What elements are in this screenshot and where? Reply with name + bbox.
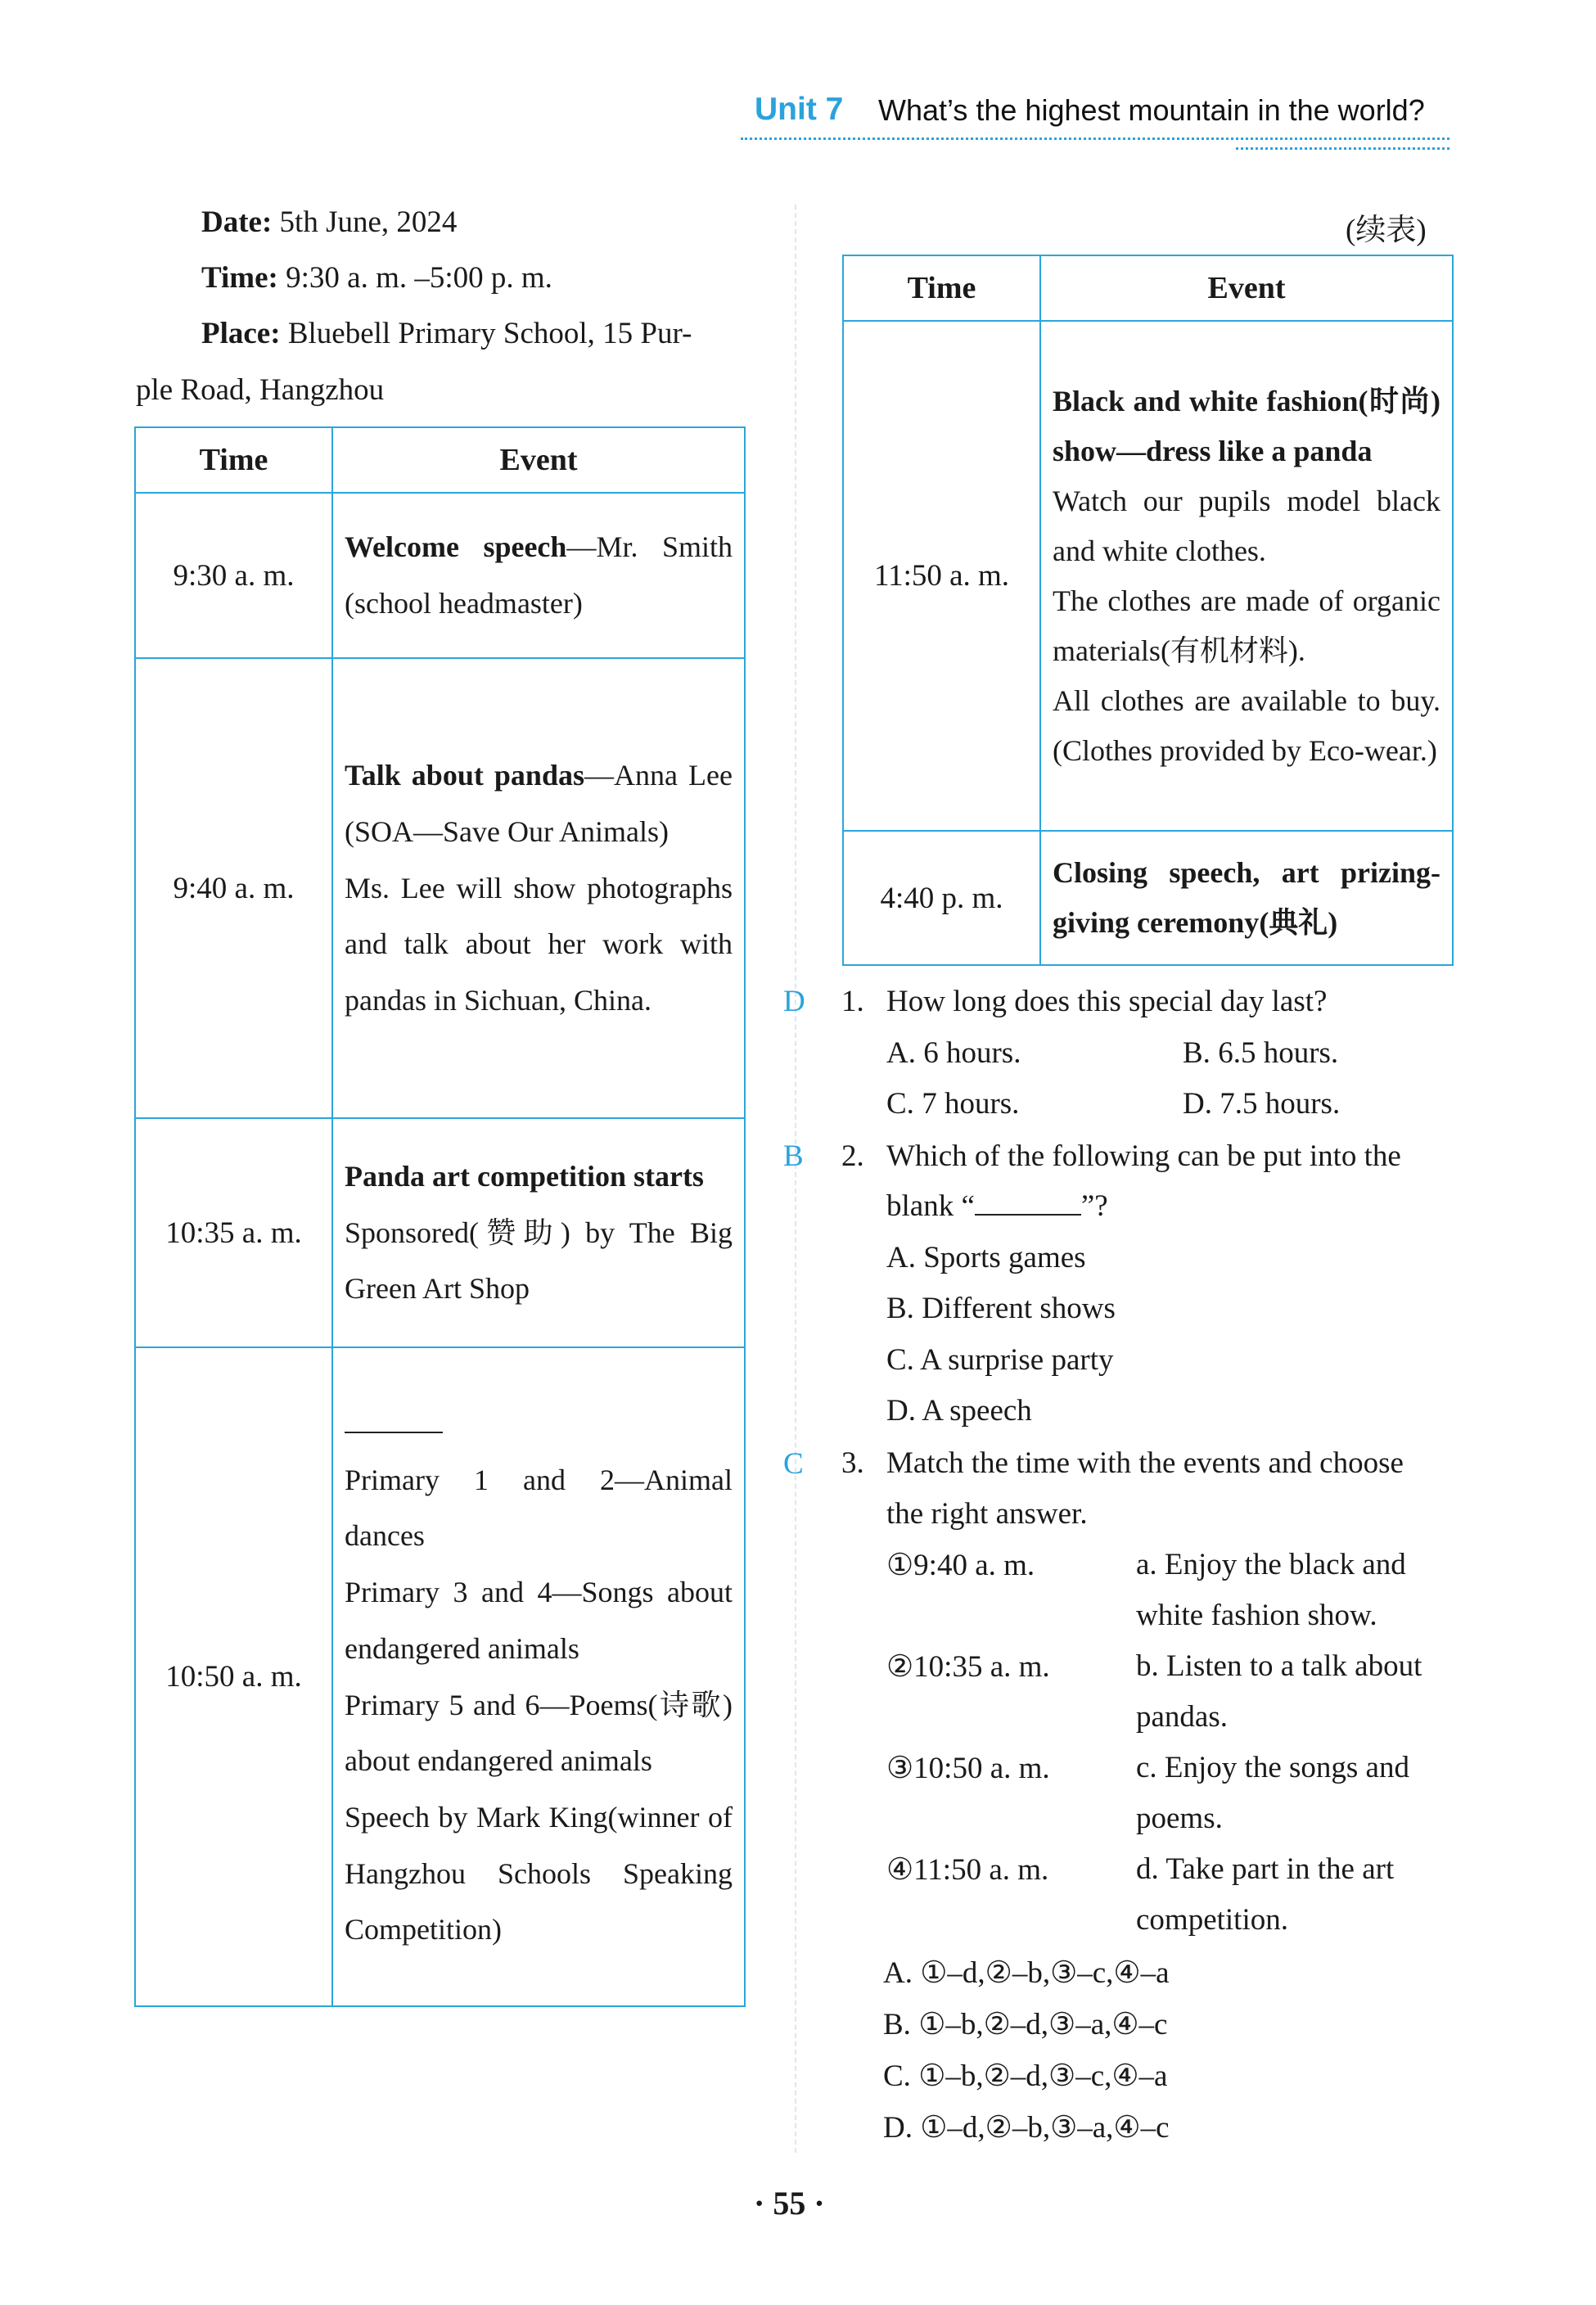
option-letter: C.	[886, 1087, 914, 1121]
option-letter: B.	[886, 1292, 914, 1325]
option-text: 6 hours.	[923, 1036, 1021, 1070]
option-letter: B.	[883, 2008, 911, 2041]
event-line: Primary 1 and 2—Animal dances	[345, 1463, 733, 1553]
unit-title: What’s the highest mountain in the world?	[878, 93, 1425, 127]
question-number: 1.	[841, 985, 864, 1018]
question-number: 2.	[841, 1139, 864, 1173]
option	[883, 2109, 1170, 2145]
question-text: Which of the following can be put into the	[886, 1139, 1401, 1173]
event-blank	[345, 1407, 443, 1433]
option	[883, 2006, 1167, 2042]
event-title: Black and white fashion(时尚) show—dress like a panda	[1053, 384, 1440, 467]
option-letter: A.	[886, 1036, 916, 1070]
match-right: c. Enjoy the songs and	[1136, 1751, 1409, 1784]
event-detail: —Anna Lee (SOA—Save Our Animals)	[345, 759, 733, 848]
match-left: ③10:50 a. m.	[886, 1752, 1050, 1785]
event-line: The clothes are made of organic materials(有机材料).	[1053, 584, 1440, 667]
time-value: 9:30 a. m. –5:00 p. m.	[286, 261, 552, 295]
place-line2: ple Road, Hangzhou	[136, 373, 385, 407]
event-line: All clothes are available to buy. (Clothes provided by Eco-wear.)	[1053, 683, 1440, 767]
event-title: Talk about pandas	[345, 759, 584, 792]
header-time: Time	[135, 427, 332, 493]
answer-blank	[975, 1189, 1081, 1216]
option-letter: A.	[883, 1956, 913, 1990]
answer-mark: C	[783, 1447, 804, 1481]
header-event: Event	[1040, 255, 1453, 321]
option-letter: C.	[886, 1343, 914, 1377]
option	[883, 2058, 1167, 2094]
option	[886, 1240, 1086, 1275]
event-line: Watch our pupils model black and white clothes.	[1053, 484, 1440, 567]
question-text: How long does this special day last?	[886, 985, 1328, 1018]
table-row	[135, 493, 745, 658]
row-event	[1040, 321, 1453, 831]
option	[883, 1955, 1170, 1991]
event-line: Speech by Mark King(winner of Hangzhou Schools Speaking Competition)	[345, 1800, 733, 1946]
date-line: Date: 5th June, 2024	[201, 205, 458, 239]
event-title: Panda art competition starts	[345, 1159, 704, 1193]
option-text: Different shows	[922, 1292, 1116, 1325]
time-line: Time: 9:30 a. m. –5:00 p. m.	[201, 261, 552, 295]
match-right: competition.	[1136, 1903, 1288, 1937]
table-header-row	[135, 427, 745, 493]
option-letter: A.	[886, 1241, 916, 1274]
option	[1183, 1035, 1338, 1071]
question-text-part: ”?	[1080, 1189, 1108, 1223]
row-time: 4:40 p. m.	[843, 831, 1040, 965]
table-row	[843, 831, 1453, 965]
table-row	[135, 1347, 745, 2006]
event-title: Welcome speech	[345, 530, 567, 564]
answer-mark: D	[783, 985, 805, 1018]
table-row	[135, 1118, 745, 1347]
date-value: 5th June, 2024	[279, 205, 458, 239]
match-right: pandas.	[1136, 1700, 1228, 1734]
option-letter: C.	[883, 2059, 911, 2093]
question-text: the right answer.	[886, 1497, 1088, 1531]
question-text: Match the time with the events and choose	[886, 1446, 1404, 1480]
option-letter: D.	[1183, 1087, 1212, 1121]
option-text: ①–b,②–d,③–a,④–c	[918, 2008, 1168, 2041]
event-line: Primary 3 and 4—Songs about endangered animals	[345, 1576, 733, 1665]
column-divider	[795, 205, 796, 2153]
row-time: 10:35 a. m.	[135, 1118, 332, 1347]
row-event	[332, 493, 745, 658]
table-row	[843, 321, 1453, 831]
option	[886, 1291, 1116, 1326]
question-text-line2	[886, 1189, 1108, 1224]
option-text: ①–b,②–d,③–c,④–a	[918, 2059, 1168, 2093]
option	[886, 1035, 1021, 1071]
option-text: ①–d,②–b,③–c,④–a	[920, 1956, 1170, 1990]
place-line: Place: Bluebell Primary School, 15 Pur-	[201, 317, 692, 350]
match-right: white fashion show.	[1136, 1599, 1377, 1632]
row-time: 9:30 a. m.	[135, 493, 332, 658]
place-label: Place	[201, 317, 271, 350]
event-extra: Ms. Lee will show photographs and talk about her work with pandas in Sichuan, China.	[345, 871, 733, 1017]
unit-label: Unit 7	[755, 92, 844, 127]
table-row	[135, 658, 745, 1118]
option-text: ①–d,②–b,③–a,④–c	[920, 2111, 1170, 2145]
event-title-suffix: (典礼)	[1259, 906, 1338, 939]
match-left: ①9:40 a. m.	[886, 1549, 1035, 1582]
match-right: a. Enjoy the black and	[1136, 1548, 1406, 1581]
option	[886, 1086, 1019, 1121]
date-label: Date	[201, 205, 262, 239]
schedule-table-left	[134, 426, 746, 2007]
option	[886, 1393, 1032, 1428]
header-rule	[741, 138, 1449, 140]
row-event	[332, 658, 745, 1118]
option-text: 6.5 hours.	[1218, 1036, 1339, 1070]
option-text: 7.5 hours.	[1220, 1087, 1341, 1121]
question-number: 3.	[841, 1446, 864, 1480]
match-left: ②10:35 a. m.	[886, 1650, 1050, 1684]
option	[1183, 1086, 1340, 1121]
continued-label: (续表)	[1346, 214, 1427, 247]
option-text: A surprise party	[920, 1343, 1114, 1377]
place-value-line1: Bluebell Primary School, 15 Pur-	[287, 317, 692, 350]
row-event	[1040, 831, 1453, 965]
option	[886, 1342, 1114, 1378]
option-text: A speech	[922, 1394, 1032, 1428]
time-label: Time	[201, 261, 268, 295]
match-left: ④11:50 a. m.	[886, 1853, 1049, 1887]
option-letter: D.	[883, 2111, 913, 2145]
row-event	[332, 1118, 745, 1347]
answer-mark: B	[783, 1139, 804, 1173]
header-event: Event	[332, 427, 745, 493]
row-event	[332, 1347, 745, 2006]
event-line: Primary 5 and 6—Poems(诗歌) about endangered animals	[345, 1688, 733, 1778]
match-right: poems.	[1136, 1802, 1223, 1835]
header-rule-short	[1236, 147, 1449, 150]
option-text: 7 hours.	[922, 1087, 1020, 1121]
question-text-part: blank “	[886, 1189, 975, 1223]
option-letter: D.	[886, 1394, 916, 1428]
option-letter: B.	[1183, 1036, 1211, 1070]
event-detail: —Mr. Smith (school headmaster)	[345, 530, 733, 620]
option-text: Sports games	[923, 1241, 1086, 1274]
match-right: d. Take part in the art	[1136, 1852, 1395, 1886]
table-header-row	[843, 255, 1453, 321]
row-time: 9:40 a. m.	[135, 658, 332, 1118]
event-detail: Sponsored(赞助) by The Big Green Art Shop	[345, 1216, 733, 1306]
schedule-table-right	[842, 255, 1454, 966]
row-time: 11:50 a. m.	[843, 321, 1040, 831]
match-right: b. Listen to a talk about	[1136, 1649, 1422, 1683]
header-time: Time	[843, 255, 1040, 321]
page-number: · 55 ·	[754, 2185, 825, 2222]
event-title: Closing speech, art prizing-giving ceremony	[1053, 856, 1440, 939]
row-time: 10:50 a. m.	[135, 1347, 332, 2006]
